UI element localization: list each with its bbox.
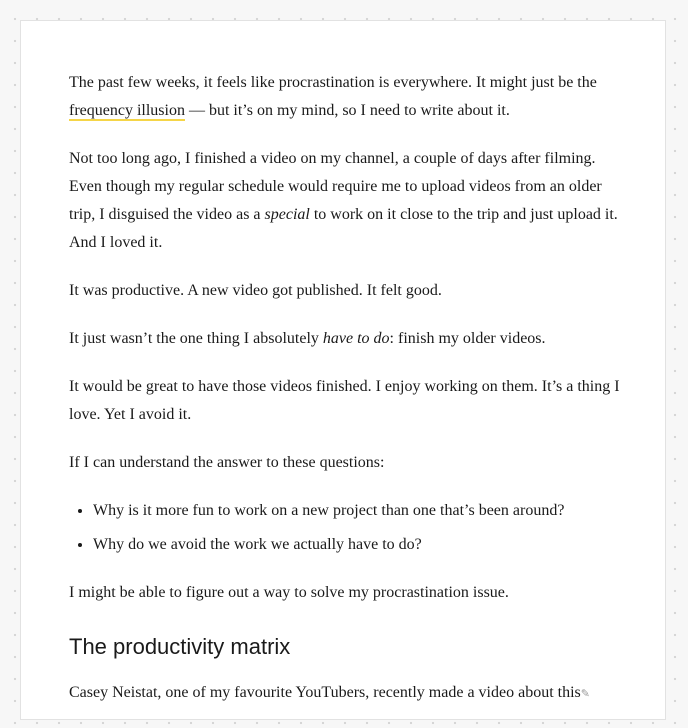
paragraph-questions-intro: If I can understand the answer to these questions: [69,454,385,471]
questions-list [69,497,625,559]
list-item: • Why is it more fun to work on a new project than one that’s been around? [93,497,625,525]
document-page [20,20,666,720]
emphasis-special: special [264,206,310,223]
paragraph-video: Not too long ago, I finished a video on my channel, a couple of days after filming. Even though my regular schedule would require me to upload videos from an older trip, I disguised the video as a special to work on it close to the trip and just upload it. And I loved it. [69,150,618,251]
section-heading: The productivity matrix [69,634,291,659]
pencil-icon[interactable]: ✎ [580,687,590,700]
paragraph-have-to-do: It just wasn’t the one thing I absolutely have to do: finish my older videos. [69,330,546,347]
paragraph-intro: The past few weeks, it feels like procrastination is everywhere. It might just be the frequency illusion — but it’s on my mind, so I need to write about it. [69,74,597,119]
paragraph-productive: It was productive. A new video got published. It felt good. [69,282,442,299]
list-item: • Why do we avoid the work we actually have to do? [93,531,625,559]
paragraph-finish-videos: It would be great to have those videos finished. I enjoy working on them. It’s a thing I love. Yet I avoid it. [69,378,620,423]
emphasis-have-to-do: have to do [322,330,390,347]
frequency-illusion-link[interactable]: frequency illusion [69,102,185,119]
paragraph-solve: I might be able to figure out a way to solve my procrastination issue. [69,584,509,601]
article-body [69,69,625,728]
paragraph-casey: Casey Neistat, one of my favourite YouTubers, recently made a video about this✎ [69,684,590,701]
